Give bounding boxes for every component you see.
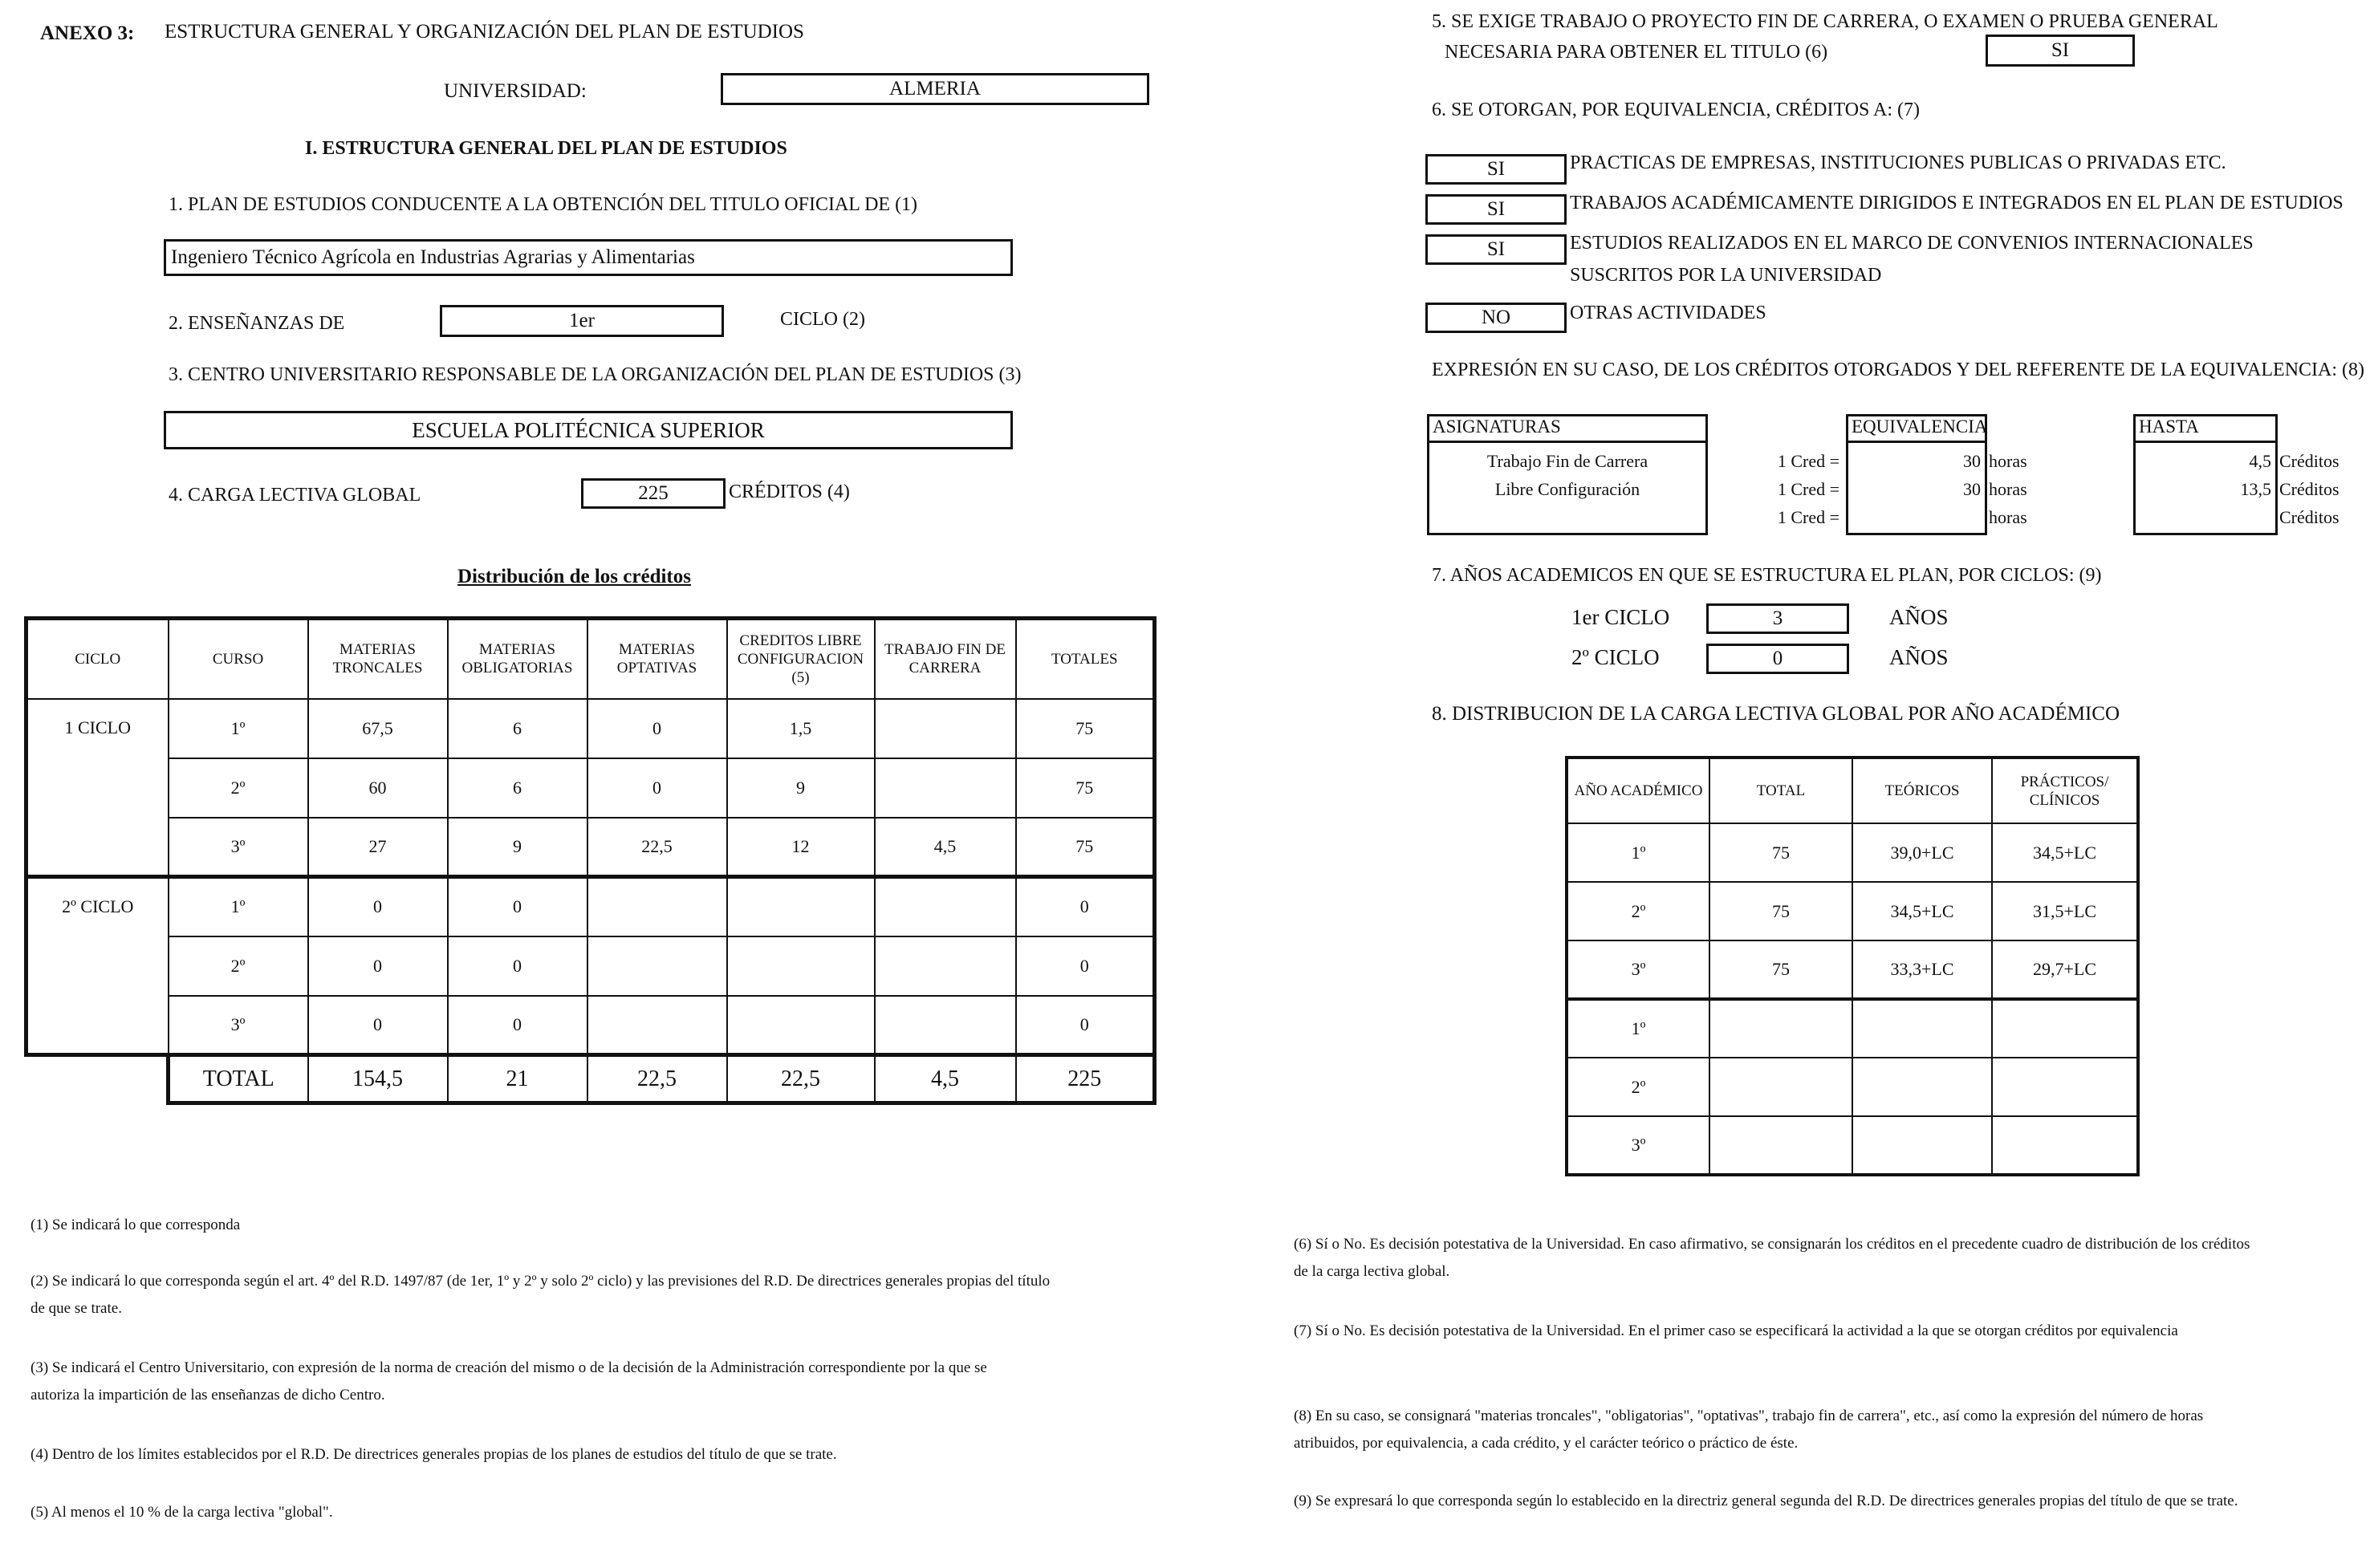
table-cell: 0: [448, 996, 587, 1055]
table-cell: 1º: [169, 699, 308, 758]
ciclo1-years: 3: [1706, 603, 1849, 634]
universidad-field: ALMERIA: [721, 73, 1149, 105]
table-cell: [587, 877, 727, 936]
table-cell: 75: [1016, 758, 1155, 818]
equiv-label-3b: SUSCRITOS POR LA UNIVERSIDAD: [1570, 265, 1882, 286]
table-cell: 0: [308, 877, 448, 936]
table-cell: 75: [1016, 818, 1155, 877]
footnote-6: (6) Sí o No. Es decisión potestativa de la Universidad. En caso afirmativo, se consignarán los créditos en el precedente cuadro de distribución de los créditos de la carga lectiva global.: [1294, 1236, 2250, 1280]
section-title: I. ESTRUCTURA GENERAL DEL PLAN DE ESTUDIOS: [305, 138, 787, 159]
table-cell: 4,5: [875, 818, 1016, 877]
cred-label: 1 Cred =: [1777, 451, 1839, 471]
footnote-8: (8) En su caso, se consignará "materias troncales", "obligatorias", "optativas", trabajo fin de carrera", etc., así como la expresión del número de horas atribuidos, por equivalencia, a cada crédito, y el carácter teórico o práctico de éste.: [1294, 1408, 2204, 1452]
header-trabajo-fin: TRABAJO FIN DE CARRERA: [875, 619, 1016, 699]
table-cell: 0: [1016, 936, 1155, 996]
hasta-value: 4,5: [2249, 451, 2271, 471]
table-cell: 29,7+LC: [1992, 940, 2138, 999]
footnote-7: (7) Sí o No. Es decisión potestativa de la Universidad. En el primer caso se especificará la actividad a la que se otorgan créditos por equivalencia: [1294, 1322, 2178, 1339]
table-cell: 75: [1709, 940, 1852, 999]
equiv-value-4: NO: [1425, 303, 1567, 333]
table-row: [1567, 940, 2138, 999]
table-cell: 0: [587, 758, 727, 818]
header-libre-configuracion: CREDITOS LIBRE CONFIGURACION (5): [727, 619, 875, 699]
carga-field: 225: [581, 478, 726, 509]
table-cell: 2º: [1567, 882, 1709, 940]
table-row: [26, 996, 1155, 1055]
header-ano: AÑO ACADÉMICO: [1567, 758, 1709, 823]
expr-label: EXPRESIÓN EN SU CASO, DE LOS CRÉDITOS OTORGADOS Y DEL REFERENTE DE LA EQUIVALENCIA: (8): [1432, 360, 2365, 380]
header-practicos: PRÁCTICOS/ CLÍNICOS: [1992, 758, 2138, 823]
q4-suffix: CRÉDITOS (4): [729, 481, 850, 502]
table-cell: 12: [727, 818, 875, 877]
table-row: [1567, 999, 2138, 1058]
anos-label-2: AÑOS: [1889, 645, 1949, 669]
table-cell: 2º: [1567, 1058, 1709, 1116]
header-ciclo: CICLO: [26, 619, 169, 699]
table-cell: [727, 936, 875, 996]
table-cell: 0: [308, 936, 448, 996]
table-cell: [1992, 1116, 2138, 1175]
total-cell: 22,5: [727, 1055, 875, 1103]
table-cell: 0: [448, 936, 587, 996]
hasta-unit: Créditos: [2279, 479, 2339, 499]
total-cell: 21: [448, 1055, 587, 1103]
table-cell: 3º: [1567, 940, 1709, 999]
equiv-label-3: ESTUDIOS REALIZADOS EN EL MARCO DE CONVENIOS INTERNACIONALES: [1570, 233, 2254, 254]
universidad-label: UNIVERSIDAD:: [444, 80, 587, 102]
table-cell: [1992, 999, 2138, 1058]
total-cell: 22,5: [587, 1055, 727, 1103]
anexo-label: ANEXO 3:: [40, 22, 135, 44]
titulo-field: Ingeniero Técnico Agrícola en Industrias Agrarias y Alimentarias: [164, 239, 1013, 276]
table-cell: [1709, 1058, 1852, 1116]
hasta-unit: Créditos: [2279, 507, 2339, 527]
table-cell: 27: [308, 818, 448, 877]
table-cell: [1852, 999, 1992, 1058]
table-cell: [727, 996, 875, 1055]
table-cell: 60: [308, 758, 448, 818]
horas-unit: horas: [1989, 479, 2027, 499]
horas-unit: horas: [1989, 451, 2027, 471]
table-cell: 9: [448, 818, 587, 877]
q5-line2: NECESARIA PARA OBTENER EL TITULO (6): [1445, 42, 1828, 63]
table-cell: 9: [727, 758, 875, 818]
q4-label: 4. CARGA LECTIVA GLOBAL: [169, 485, 421, 506]
header-total: TOTAL: [1709, 758, 1852, 823]
equiv-value-1: SI: [1425, 154, 1567, 185]
table-cell: [875, 758, 1016, 818]
table-cell: 1º: [1567, 823, 1709, 882]
q3-label: 3. CENTRO UNIVERSITARIO RESPONSABLE DE LA ORGANIZACIÓN DEL PLAN DE ESTUDIOS (3): [169, 364, 1022, 385]
table-cell: [1709, 999, 1852, 1058]
table-cell: 3º: [169, 818, 308, 877]
table-cell: 75: [1709, 882, 1852, 940]
table-cell: 1º: [1567, 999, 1709, 1058]
table-cell: [875, 699, 1016, 758]
table-cell: 3º: [169, 996, 308, 1055]
anos-label-1: AÑOS: [1889, 605, 1949, 629]
total-cell: 154,5: [308, 1055, 448, 1103]
table-row: [1567, 1058, 2138, 1116]
table-cell: 0: [448, 877, 587, 936]
distribution-table: [24, 616, 1157, 1105]
horas-value: 30: [1963, 479, 1981, 499]
ciclo1-cell: 1 CICLO: [26, 699, 169, 877]
header-teoricos: TEÓRICOS: [1852, 758, 1992, 823]
ciclo1-label: 1er CICLO: [1571, 605, 1670, 629]
table-cell: 1,5: [727, 699, 875, 758]
table-cell: 39,0+LC: [1852, 823, 1992, 882]
footnote-4: (4) Dentro de los límites establecidos por el R.D. De directrices generales propias de los planes de estudios del título de que se trate.: [30, 1446, 837, 1463]
table-cell: 22,5: [587, 818, 727, 877]
ciclo2-label: 2º CICLO: [1571, 645, 1660, 669]
footnote-1: (1) Se indicará lo que corresponda: [30, 1217, 241, 1233]
table-cell: [875, 936, 1016, 996]
q1-label: 1. PLAN DE ESTUDIOS CONDUCENTE A LA OBTENCIÓN DEL TITULO OFICIAL DE (1): [169, 194, 918, 215]
table-cell: 34,5+LC: [1992, 823, 2138, 882]
anexo-title: ESTRUCTURA GENERAL Y ORGANIZACIÓN DEL PLAN DE ESTUDIOS: [165, 21, 804, 43]
table-cell: 75: [1709, 823, 1852, 882]
dist-title: Distribución de los créditos: [457, 566, 691, 587]
table-cell: 6: [448, 699, 587, 758]
equiv-label-1: PRACTICAS DE EMPRESAS, INSTITUCIONES PUBLICAS O PRIVADAS ETC.: [1570, 152, 2226, 173]
ciclo-field: 1er: [440, 305, 724, 337]
hasta-unit: Créditos: [2279, 451, 2339, 471]
table-row: [26, 758, 1155, 818]
header-obligatorias: MATERIAS OBLIGATORIAS: [448, 619, 587, 699]
q2-label: 2. ENSEÑANZAS DE: [169, 313, 345, 334]
table-cell: 33,3+LC: [1852, 940, 1992, 999]
table-row: [1567, 882, 2138, 940]
header-troncales: MATERIAS TRONCALES: [308, 619, 448, 699]
total-cell: 4,5: [875, 1055, 1016, 1103]
table-cell: 2º: [169, 758, 308, 818]
table-cell: [587, 996, 727, 1055]
table-cell: [587, 936, 727, 996]
q7-label: 7. AÑOS ACADEMICOS EN QUE SE ESTRUCTURA EL PLAN, POR CICLOS: (9): [1432, 565, 2102, 586]
table-cell: 2º: [169, 936, 308, 996]
table-cell: 3º: [1567, 1116, 1709, 1175]
horas-unit: horas: [1989, 507, 2027, 527]
footnote-9: (9) Se expresará lo que corresponda según lo establecido en la directriz general segunda del R.D. De directrices generales propias del título de que se trate.: [1294, 1493, 2238, 1509]
total-cell: 225: [1016, 1055, 1155, 1103]
hasta-value: 13,5: [2240, 479, 2271, 499]
table-cell: [1992, 1058, 2138, 1116]
q2-suffix: CICLO (2): [780, 309, 865, 330]
q5-line1: 5. SE EXIGE TRABAJO O PROYECTO FIN DE CARRERA, O EXAMEN O PRUEBA GENERAL: [1432, 11, 2218, 32]
table-cell: 0: [1016, 877, 1155, 936]
total-row: [26, 1055, 1155, 1103]
equiv-value-2: SI: [1425, 194, 1567, 225]
equivalencia-header: EQUIVALENCIA: [1846, 414, 1987, 443]
table-cell: 0: [308, 996, 448, 1055]
asignatura-name: Libre Configuración: [1494, 479, 1640, 499]
table-cell: [875, 877, 1016, 936]
q8-label: 8. DISTRIBUCION DE LA CARGA LECTIVA GLOBAL POR AÑO ACADÉMICO: [1432, 703, 2120, 725]
carga-table: [1565, 756, 2140, 1176]
table-cell: 75: [1016, 699, 1155, 758]
table-cell: [727, 877, 875, 936]
hasta-header: HASTA: [2133, 414, 2278, 443]
table-cell: [1709, 1116, 1852, 1175]
asignaturas-header: ASIGNATURAS: [1427, 414, 1708, 443]
ciclo2-cell: 2º CICLO: [26, 877, 169, 1055]
equiv-value-3: SI: [1425, 234, 1567, 265]
table-cell: 67,5: [308, 699, 448, 758]
table-row: [26, 818, 1155, 877]
table-row: [26, 877, 1155, 936]
ciclo2-years: 0: [1706, 644, 1849, 674]
centro-field: ESCUELA POLITÉCNICA SUPERIOR: [164, 411, 1013, 449]
table-row: [1567, 1116, 2138, 1175]
total-label: TOTAL: [169, 1055, 308, 1103]
header-optativas: MATERIAS OPTATIVAS: [587, 619, 727, 699]
table-row: [26, 699, 1155, 758]
horas-value: 30: [1963, 451, 1981, 471]
asignatura-name: Trabajo Fin de Carrera: [1486, 451, 1648, 471]
header-totales: TOTALES: [1016, 619, 1155, 699]
q6-label: 6. SE OTORGAN, POR EQUIVALENCIA, CRÉDITOS A: (7): [1432, 100, 1921, 120]
footnote-3: (3) Se indicará el Centro Universitario, con expresión de la norma de creación del mismo o de la decisión de la Administración correspondiente por la que se autoriza la impartición de las enseñanzas de dicho Centro.: [30, 1359, 987, 1403]
header-curso: CURSO: [169, 619, 308, 699]
table-cell: 0: [1016, 996, 1155, 1055]
table-row: [1567, 823, 2138, 882]
table-cell: 6: [448, 758, 587, 818]
table-cell: [1852, 1058, 1992, 1116]
table-cell: 34,5+LC: [1852, 882, 1992, 940]
q5-field: SI: [1986, 35, 2135, 67]
equiv-label-4: OTRAS ACTIVIDADES: [1570, 303, 1766, 323]
table-row: [26, 936, 1155, 996]
cred-label: 1 Cred =: [1777, 507, 1839, 527]
table-cell: 31,5+LC: [1992, 882, 2138, 940]
cred-label: 1 Cred =: [1777, 479, 1839, 499]
footnote-2: (2) Se indicará lo que corresponda según el art. 4º del R.D. 1497/87 (de 1er, 1º y 2º y solo 2º ciclo) y las previsiones del R.D. De directrices generales propias del título de que se trate.: [30, 1273, 1051, 1317]
table-cell: 0: [587, 699, 727, 758]
table-cell: 1º: [169, 877, 308, 936]
table-cell: [1852, 1116, 1992, 1175]
footnote-5: (5) Al menos el 10 % de la carga lectiva "global".: [30, 1504, 333, 1521]
table-cell: [875, 996, 1016, 1055]
equiv-label-2: TRABAJOS ACADÉMICAMENTE DIRIGIDOS E INTEGRADOS EN EL PLAN DE ESTUDIOS: [1570, 193, 2344, 213]
